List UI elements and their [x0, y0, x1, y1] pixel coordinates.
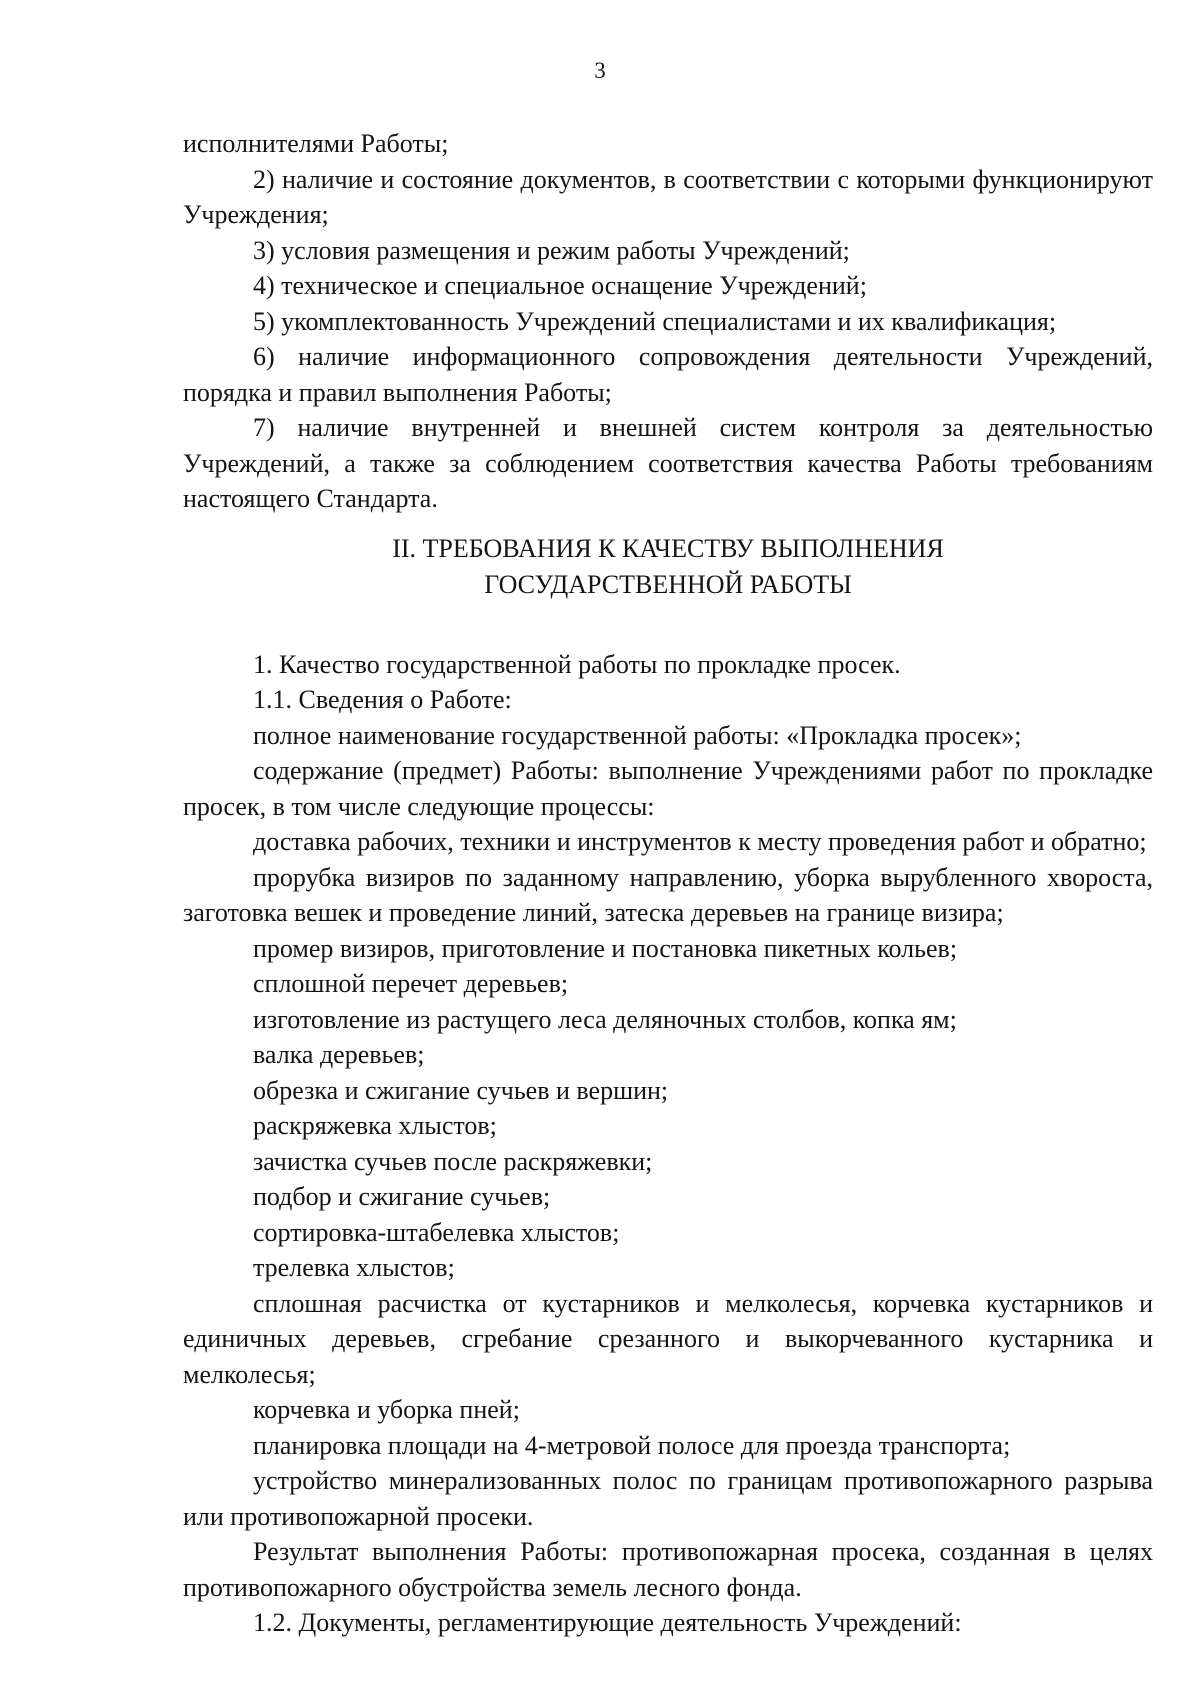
section-spacer	[183, 603, 1153, 647]
document-body	[183, 126, 1153, 1641]
process-item: подбор и сжигание сучьев;	[253, 1182, 551, 1211]
list-item-3: 3) условия размещения и режим работы Учреждений;	[253, 235, 850, 265]
process-item: раскряжевка хлыстов;	[253, 1111, 497, 1140]
process-item: планировка площади на 4-метровой полосе для проезда транспорта;	[253, 1430, 1011, 1460]
list-item-7: 7) наличие внутренней и внешней систем контроля за деятельностью Учреждений, а также за соблюдением соответствия качества Работы требованиям настоящего Стандарта.	[183, 413, 1153, 513]
paragraph-continuation: исполнителями Работы;	[183, 129, 449, 158]
process-item: устройство минерализованных полос по границам противопожарного разрыва или противопожарной просеки.	[183, 1466, 1153, 1531]
list-item-6: 6) наличие информационного сопровождения деятельности Учреждений, порядка и правил выполнения Работы;	[183, 342, 1153, 407]
process-item: доставка рабочих, техники и инструментов к месту проведения работ и обратно;	[253, 827, 1147, 856]
process-item: сплошной перечет деревьев;	[253, 969, 569, 998]
work-result: Результат выполнения Работы: противопожарная просека, созданная в целях противопожарного обустройства земель лесного фонда.	[183, 1537, 1153, 1602]
process-item: прорубка визиров по заданному направлению, уборка вырубленного хвороста, заготовка вешек и проведение линий, затеска деревьев на границе визира;	[183, 862, 1153, 927]
process-item: сортировка-штабелевка хлыстов;	[253, 1217, 620, 1247]
process-item: обрезка и сжигание сучьев и вершин;	[253, 1075, 669, 1105]
process-item: зачистка сучьев после раскряжевки;	[253, 1146, 653, 1176]
process-item: валка деревьев;	[253, 1040, 425, 1069]
page-number: 3	[594, 58, 606, 83]
section-heading-line-2: ГОСУДАРСТВЕННОЙ РАБОТЫ	[484, 569, 852, 599]
clause-1-1: 1.1. Сведения о Работе:	[253, 685, 512, 714]
section-heading	[183, 531, 1153, 603]
clause-1: 1. Качество государственной работы по прокладке просек.	[253, 649, 901, 679]
process-item: корчевка и уборка пней;	[253, 1395, 520, 1424]
section-heading-line-1: II. ТРЕБОВАНИЯ К КАЧЕСТВУ ВЫПОЛНЕНИЯ	[392, 533, 944, 563]
work-full-name: полное наименование государственной работы: «Прокладка просек»;	[253, 720, 1022, 750]
work-content: содержание (предмет) Работы: выполнение Учреждениями работ по прокладке просек, в том числе следующие процессы:	[183, 756, 1153, 821]
process-item: промер визиров, приготовление и постановка пикетных кольев;	[253, 933, 958, 963]
process-item: изготовление из растущего леса деляночных столбов, копка ям;	[253, 1004, 957, 1034]
list-item-4: 4) техническое и специальное оснащение Учреждений;	[253, 271, 867, 300]
list-item-2: 2) наличие и состояние документов, в соответствии с которыми функционируют Учреждения;	[183, 164, 1153, 229]
list-item-5: 5) укомплектованность Учреждений специалистами и их квалификация;	[253, 306, 1057, 336]
process-item: сплошная расчистка от кустарников и мелколесья, корчевка кустарников и единичных деревьев, сгребание срезанного и выкорчеванного кустарника и мелколесья;	[183, 1288, 1153, 1389]
clause-1-2: 1.2. Документы, регламентирующие деятельность Учреждений:	[253, 1608, 962, 1637]
process-item: трелевка хлыстов;	[253, 1253, 455, 1282]
